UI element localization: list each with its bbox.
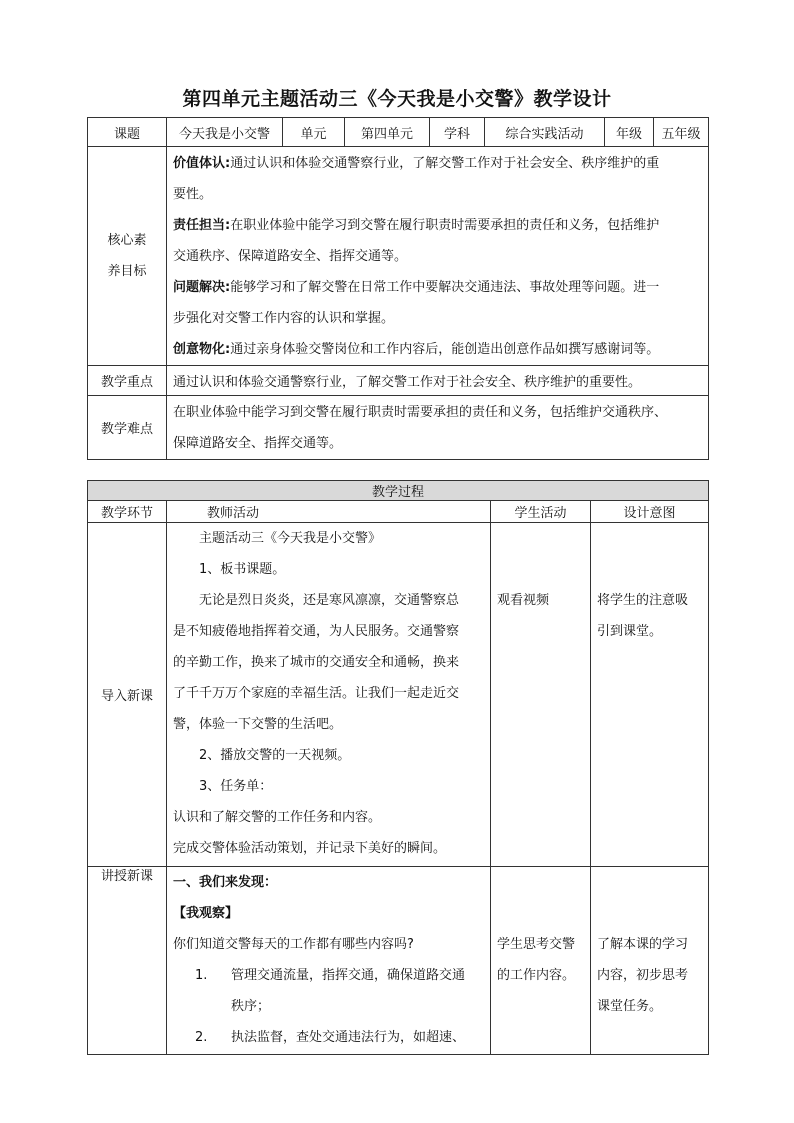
teaching-process-table [87,480,709,1055]
difficulty-row [88,396,709,460]
core-item: 创意物化:通过亲身体验交警岗位和工作内容后，能创造出创意作品如撰写感谢词等。 [173,341,660,357]
core-item: 价值体认:通过认识和体验交通警察行业，了解交警工作对于社会安全、秩序维护的重 [173,155,660,171]
page-title: 第四单元主题活动三《今天我是小交警》教学设计 [182,88,612,110]
core-item: 问题解决:能够学习和了解交警在日常工作中要解决交通违法、事故处理等问题。进一 [173,279,660,295]
unit-value: 第四单元 [345,118,430,147]
column-header: 设计意图 [591,501,709,523]
difficulty-label: 教学难点 [88,396,167,460]
core-item: 责任担当:在职业体验中能学习到交警在履行职责时需要承担的责任和义务，包括维护 [173,217,660,233]
design-intent: 将学生的注意吸 引到课堂。 [591,523,709,867]
process-header: 教学过程 [88,481,709,501]
new-lesson-row [88,867,709,1055]
student-activity: 观看视频 [491,523,591,867]
subject-label: 学科 [430,118,485,147]
list-item: 1. 管理交通流量，指挥交通，确保道路交通 [195,968,466,983]
design-info-table [87,117,709,460]
unit-label: 单元 [283,118,345,147]
key-point-text: 通过认识和体验交通警察行业，了解交警工作对于社会安全、秩序维护的重要性。 [167,366,709,396]
key-point-row [88,366,709,396]
subject-value: 综合实践活动 [485,118,605,147]
grade-value: 五年级 [654,118,709,147]
intro-row [88,523,709,867]
list-item: 2. 执法监督，查处交通违法行为，如超速、 [195,1030,466,1045]
column-header-row [88,501,709,523]
key-point-label: 教学重点 [88,366,167,396]
topic-label: 课题 [88,118,167,147]
grade-label: 年级 [605,118,654,147]
teacher-activity: 一、我们来发现： 【我观察】 你们知道交警每天的工作都有哪些内容吗? 1. 管理交通流量，指挥交通，确保道路交通 秩序； 2. 执法监督，查处交通违法行为，如超速、 [167,867,491,1055]
stage-label: 导入新课 [88,523,167,867]
student-activity: 学生思考交警 的工作内容。 [491,867,591,1055]
teacher-activity: 主题活动三《今天我是小交警》 1、板书课题。 无论是烈日炎炎，还是寒风凛凛，交通警察总 是不知疲倦地指挥着交通，为人民服务。交通警察 的辛勤工作，换来了城市的交通安全和通畅，换来 了千千万万个家庭的幸福生活。让我们一起走近交 警，体验一下交警的生活吧。 2、播放交警的一天视频。 3、任务单： 认识和了解交警的工作任务和内容。 完成交警体验活动策划，并记录下美好的瞬间。 [167,523,491,867]
topic-value: 今天我是小交警 [167,118,283,147]
topic-row [88,118,709,147]
difficulty-text: 在职业体验中能学习到交警在履行职责时需要承担的责任和义务，包括维护交通秩序、 保障道路安全、指挥交通等。 [167,396,709,460]
design-intent: 了解本课的学习 内容，初步思考 课堂任务。 [591,867,709,1055]
stage-label: 讲授新课 [88,867,167,1055]
core-literacy-content: 价值体认:通过认识和体验交通警察行业，了解交警工作对于社会安全、秩序维护的重 要性。 责任担当:在职业体验中能学习到交警在履行职责时需要承担的责任和义务，包括维护 交通秩序、保障道路安全、指挥交通等。 问题解决:能够学习和了解交警在日常工作中要解决交通违法、事故处理等问题。进一 步强化对交警工作内容的认识和掌握。 创意物化:通过亲身体验交警岗位和工作内容后，能创造出创意作品如撰写感谢词等。 [167,147,709,366]
core-literacy-row [88,147,709,366]
core-literacy-label: 核心素 养目标 [88,147,167,366]
column-header: 教学环节 [88,501,167,523]
column-header: 学生活动 [491,501,591,523]
column-header: 教师活动 [167,501,491,523]
